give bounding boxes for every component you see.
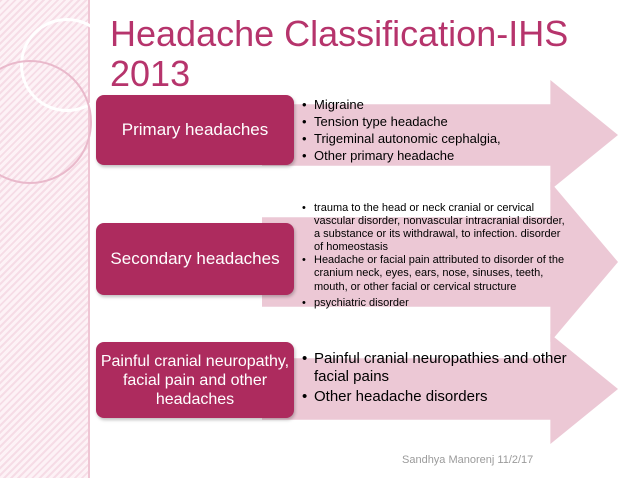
footer-credit: Sandhya Manorenj 11/2/17 bbox=[402, 454, 534, 466]
list-item: • Trigeminal autonomic cephalgia, bbox=[302, 130, 572, 147]
secondary-headaches-box bbox=[96, 223, 294, 295]
list-item: • Other primary headache bbox=[302, 147, 572, 164]
primary-headaches-box bbox=[96, 95, 294, 165]
slide-title: Headache Classification-IHS 2013 bbox=[110, 13, 569, 94]
list-item: • psychiatric disorder bbox=[302, 297, 572, 310]
secondary-headaches-label: Secondary headaches bbox=[110, 249, 280, 268]
primary-headaches-label: Primary headaches bbox=[121, 120, 269, 139]
cranial-neuropathy-list bbox=[302, 350, 572, 406]
list-item: • Headache or facial pain attributed to disorder of the cranium neck, eyes, ears, nose, sinuses, teeth, mouth, or other facial or cervical structure bbox=[302, 254, 572, 293]
list-item: • Migraine bbox=[302, 96, 572, 113]
list-item: • Tension type headache bbox=[302, 113, 572, 130]
primary-headaches-list bbox=[302, 96, 572, 164]
list-item: • Painful cranial neuropathies and other facial pains bbox=[302, 350, 572, 386]
list-item: • trauma to the head or neck cranial or cervical vascular disorder, nonvascular intracranial disorder, a substance or its withdrawal, to infection. disorder of homeostasis bbox=[302, 202, 572, 254]
cranial-neuropathy-box bbox=[96, 342, 294, 418]
list-item: • Other headache disorders bbox=[302, 388, 572, 406]
secondary-headaches-list bbox=[302, 202, 572, 310]
cranial-neuropathy-label: Painful cranial neuropathy, facial pain and other headaches bbox=[100, 352, 290, 408]
